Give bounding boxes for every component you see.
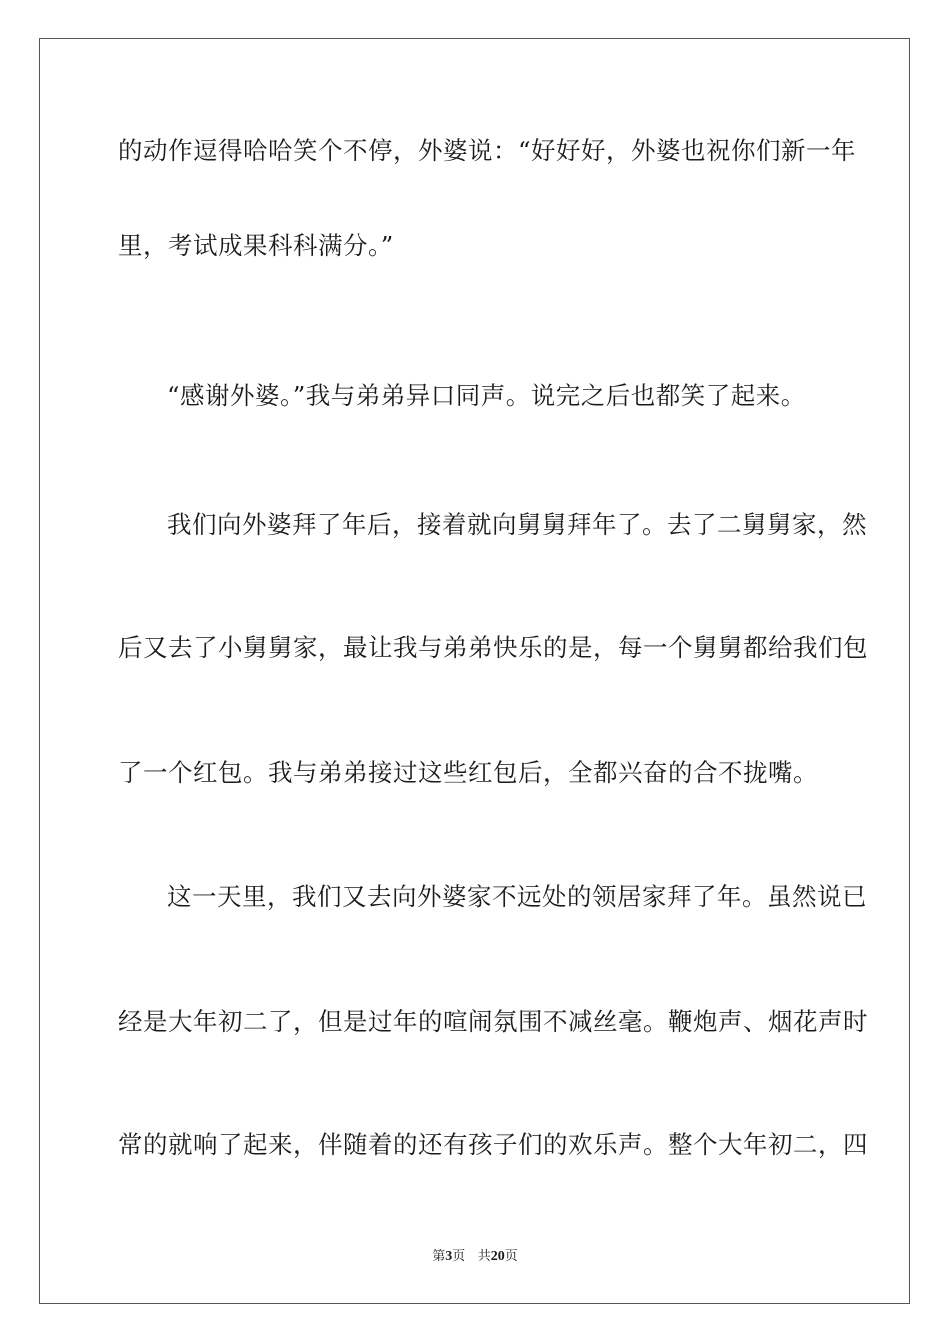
paragraph-line-1: 的动作逗得哈哈笑个不停，外婆说：“好好好，外婆也祝你们新一年: [118, 136, 857, 165]
paragraph-line-6: 了一个红包。我与弟弟接过这些红包后，全都兴奋的合不拢嘴。: [118, 758, 818, 787]
page-footer: [0, 1248, 950, 1266]
paragraph-line-4: 我们向外婆拜了年后，接着就向舅舅拜年了。去了二舅舅家，然: [167, 510, 867, 539]
page-number: 3: [445, 1249, 453, 1264]
page-label-prefix: 第: [432, 1249, 446, 1264]
page-label-suffix: 页: [452, 1249, 466, 1264]
total-label-prefix: 共: [477, 1249, 491, 1264]
paragraph-line-2: 里，考试成果科科满分。”: [118, 231, 394, 260]
paragraph-line-3: “感谢外婆。”我与弟弟异口同声。说完之后也都笑了起来。: [167, 381, 806, 410]
total-label-suffix: 页: [504, 1249, 518, 1264]
page-border: [39, 38, 910, 1304]
paragraph-line-9: 常的就响了起来，伴随着的还有孩子们的欢乐声。整个大年初二，四: [118, 1130, 868, 1159]
paragraph-line-5: 后又去了小舅舅家，最让我与弟弟快乐的是，每一个舅舅都给我们包: [118, 633, 868, 662]
total-pages: 20: [490, 1249, 505, 1264]
paragraph-line-8: 经是大年初二了，但是过年的喧闹氛围不减丝毫。鞭炮声、烟花声时: [118, 1007, 868, 1036]
paragraph-line-7: 这一天里，我们又去向外婆家不远处的领居家拜了年。虽然说已: [167, 882, 867, 911]
